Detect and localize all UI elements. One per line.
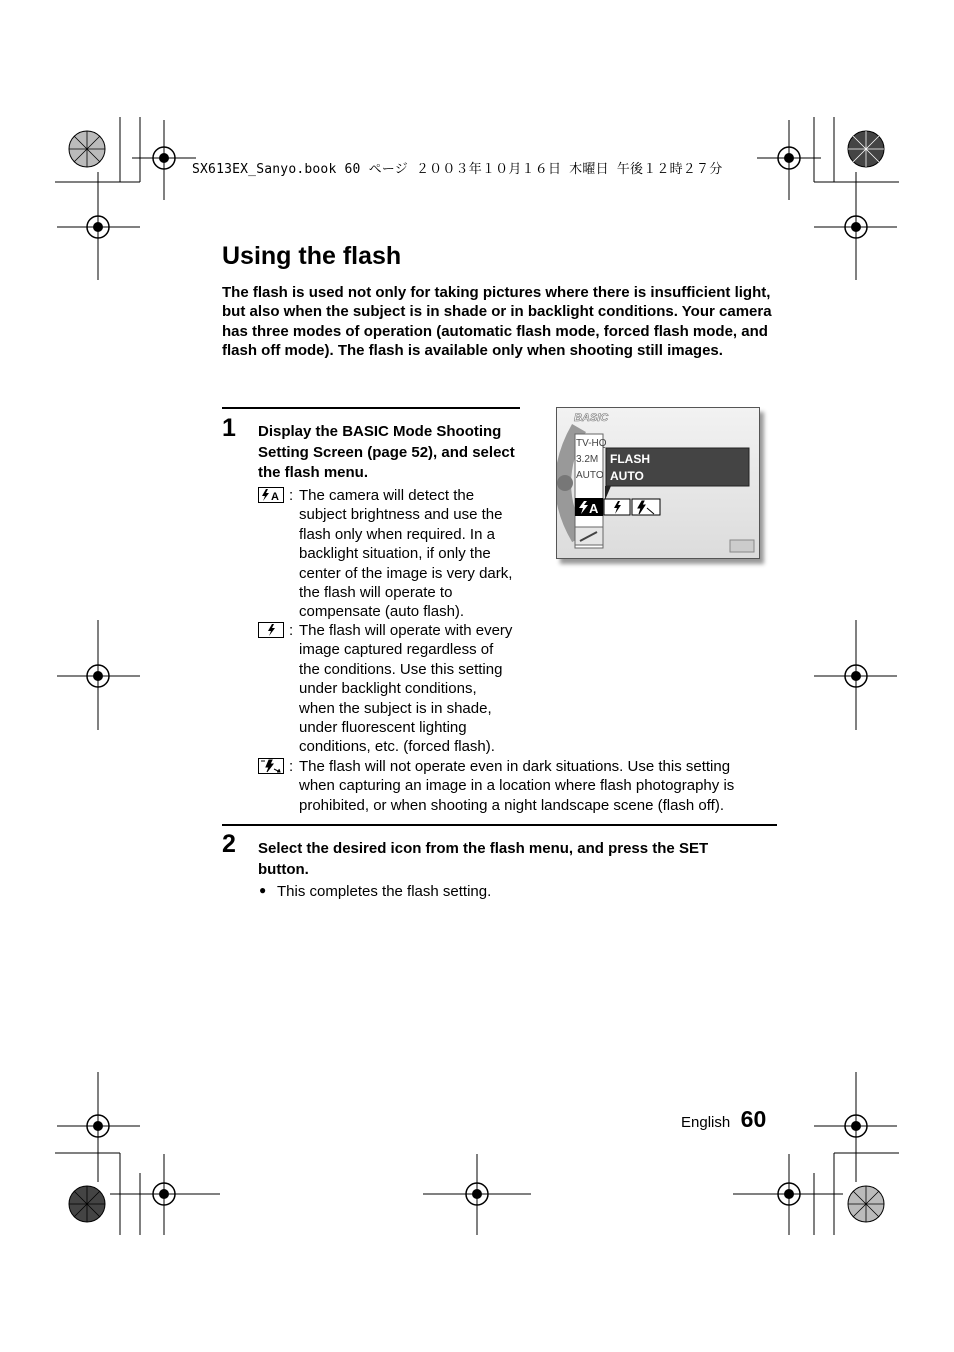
menu-item-auto: AUTO (576, 470, 604, 481)
popup-line-1: FLASH (610, 452, 650, 466)
step1-instruction: Display the BASIC Mode Shooting Setting Screen (page 52), and select the flash menu. (258, 423, 515, 481)
intro-paragraph: The flash is used not only for taking pictures where there is insufficient light, but also when the subject is in shade or in backlight conditions. Your camera has three modes of operation (automatic flash mode, forced flash mode, and flash off mode). The flash is available only when shooting still images. (222, 284, 772, 360)
bullet-icon: ● (259, 883, 267, 897)
popup-line-2: AUTO (610, 469, 644, 483)
page-number: 60 (740, 1106, 767, 1132)
flash-off-description: The flash will not operate even in dark situations. Use this setting when capturing an image in a location where flash photography is prohibited, or when shooting a night landscape scene (flash off). (299, 758, 735, 814)
page-footer (681, 1106, 766, 1133)
step2-instruction: Select the desired icon from the flash menu, and press the SET button. (258, 840, 709, 878)
step1-number: 1 (222, 414, 236, 442)
language-label: English (681, 1114, 731, 1131)
step2-result: This completes the flash setting. (277, 883, 492, 900)
step2-rule (222, 824, 777, 826)
print-header: SX613EX_Sanyo.book 60 ページ ２００３年１０月１６日 木曜日 午後１２時２７分 (192, 162, 723, 177)
step1-rule (222, 407, 520, 409)
colon: : (289, 622, 294, 639)
colon: : (289, 487, 294, 504)
camera-screen-illustration (556, 407, 760, 559)
basic-mode-label: BASIC (574, 412, 609, 424)
flash-off-icon (258, 758, 284, 774)
auto-flash-icon (258, 487, 284, 503)
forced-flash-icon (258, 622, 284, 638)
menu-item-resolution: 3.2M (576, 454, 599, 465)
forced-flash-description: The flash will operate with every image captured regardless of the conditions. Use this setting under backlight conditions, when the subject is in shade, under fluorescent lighting conditions, etc. (forced flash). (299, 622, 513, 756)
colon: : (289, 758, 294, 775)
page-title: Using the flash (222, 242, 402, 270)
auto-flash-description: The camera will detect the subject brightness and use the flash only when required. In a backlight situation, if only the center of the image is very dark, the flash will operate to compensate (auto flash). (299, 487, 513, 621)
screen-graphics (557, 408, 760, 559)
svg-text:A: A (271, 491, 279, 502)
step2-number: 2 (222, 830, 236, 858)
svg-text:A: A (589, 501, 599, 516)
menu-item-tvhq: TV-HQ (576, 438, 607, 449)
